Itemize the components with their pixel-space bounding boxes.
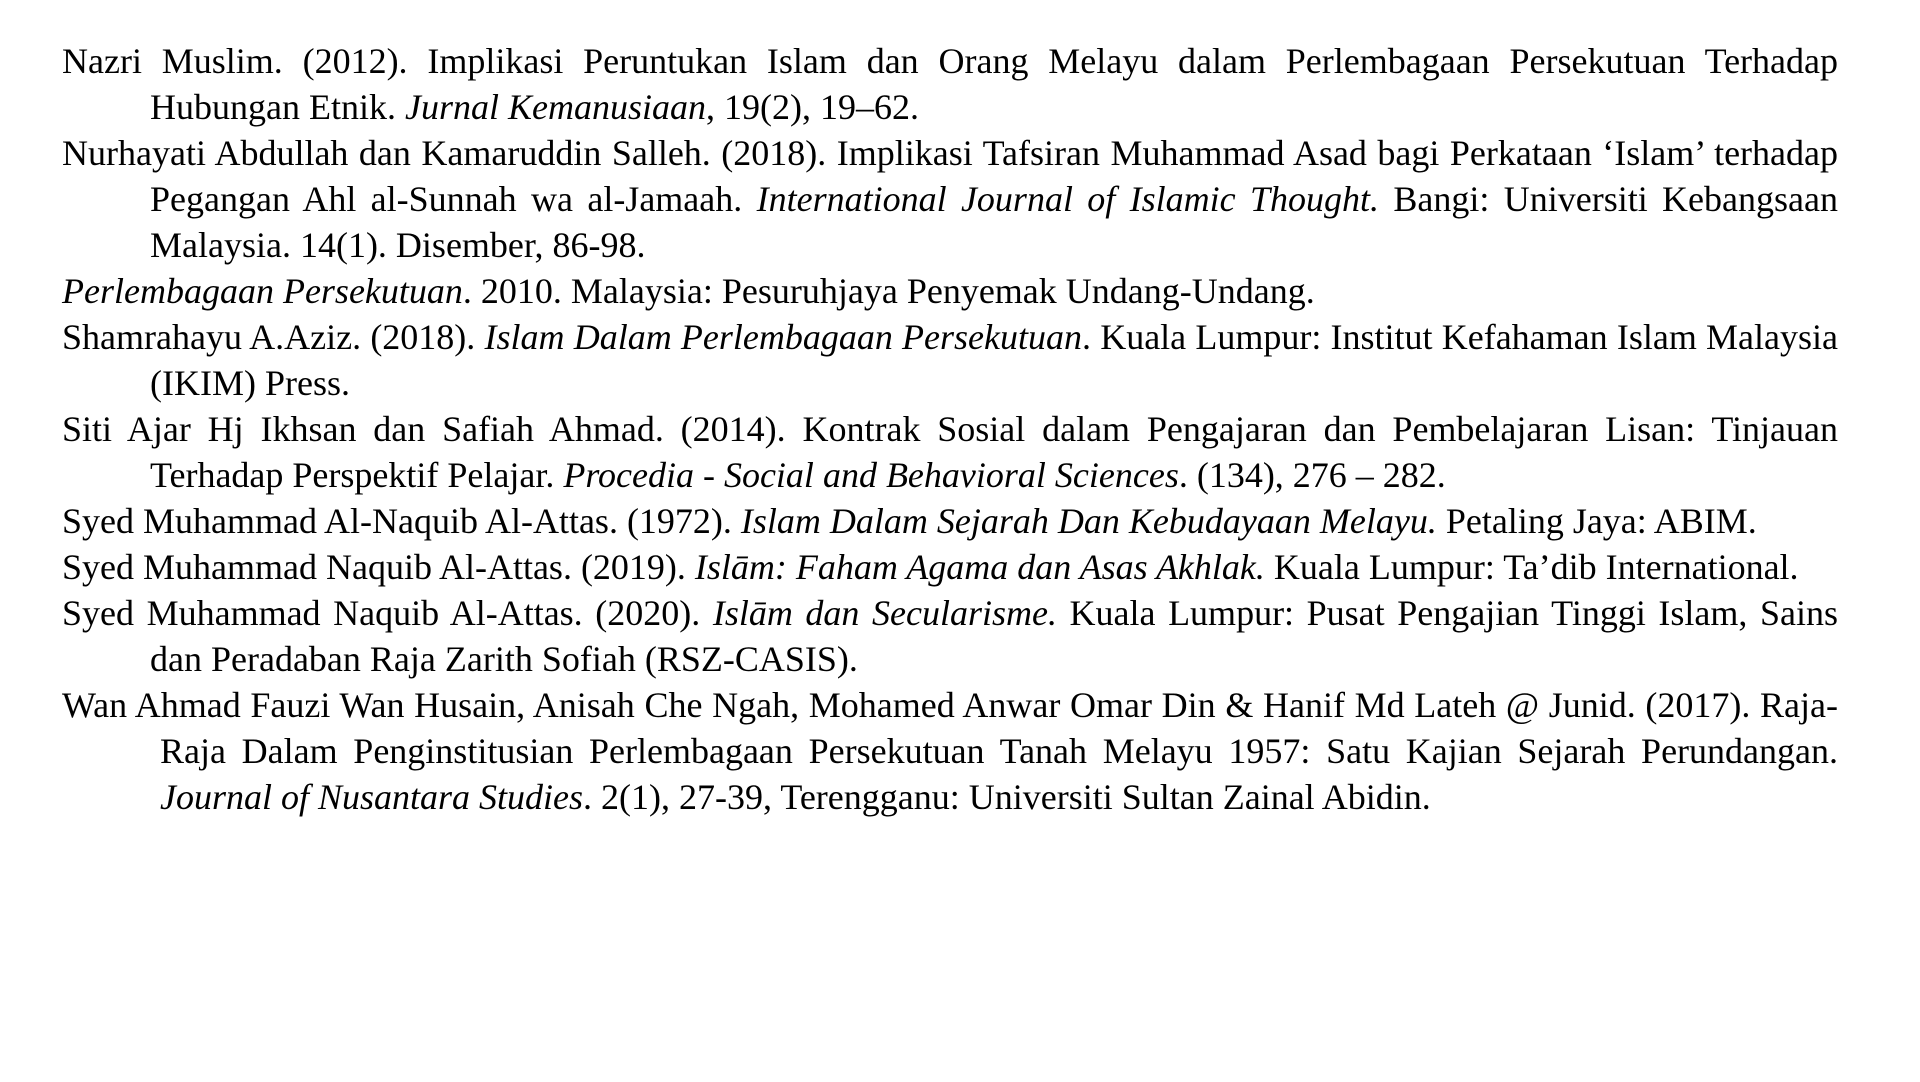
reference-entry	[62, 544, 1838, 590]
reference-details: Kuala Lumpur: Ta’dib International.	[1264, 547, 1799, 587]
reference-details: . 2010. Malaysia: Pesuruhjaya Penyemak Undang-Undang.	[462, 271, 1315, 311]
reference-details: Bangi: Universiti Kebangsaan Malaysia. 14(1). Disember, 86-98.	[150, 179, 1838, 265]
reference-text: Shamrahayu A.Aziz. (2018).	[62, 317, 485, 357]
reference-entry	[62, 268, 1838, 314]
reference-entry	[62, 498, 1838, 544]
reference-source-title: Islām dan Secularisme.	[712, 593, 1057, 633]
reference-text: Syed Muhammad Naquib Al-Attas. (2019).	[62, 547, 695, 587]
reference-text: Nurhayati Abdullah dan Kamaruddin Salleh. (2018). Implikasi Tafsiran Muhammad Asad bagi Perkataan ‘Islam’ terhadap Pegangan Ahl al-Sunnah wa al-Jamaah.	[62, 133, 1838, 219]
reference-source-title: Islam Dalam Sejarah Dan Kebudayaan Melayu.	[740, 501, 1437, 541]
reference-details: . (134), 276 – 282.	[1178, 455, 1446, 495]
reference-source-title: Islam Dalam Perlembagaan Persekutuan	[484, 317, 1082, 357]
reference-text: Nazri Muslim. (2012). Implikasi Peruntukan Islam dan Orang Melayu dalam Perlembagaan Persekutuan Terhadap Hubungan Etnik.	[62, 41, 1838, 127]
reference-entry	[62, 682, 1838, 820]
reference-source-title: Perlembagaan Persekutuan	[62, 271, 463, 311]
reference-source-title: Jurnal Kemanusiaan	[404, 87, 706, 127]
reference-details: Kuala Lumpur: Pusat Pengajian Tinggi Islam, Sains dan Peradaban Raja Zarith Sofiah (RSZ-CASIS).	[150, 593, 1838, 679]
reference-entry	[62, 314, 1838, 406]
reference-text: Syed Muhammad Al-Naquib Al-Attas. (1972).	[62, 501, 741, 541]
reference-details: Petaling Jaya: ABIM.	[1436, 501, 1757, 541]
reference-source-title: Procedia - Social and Behavioral Sciences	[563, 455, 1179, 495]
reference-entry	[62, 130, 1838, 268]
reference-text: Syed Muhammad Naquib Al-Attas. (2020).	[62, 593, 713, 633]
reference-entry	[62, 590, 1838, 682]
reference-details: . 2(1), 27-39, Terengganu: Universiti Sultan Zainal Abidin.	[583, 777, 1431, 817]
reference-details: , 19(2), 19–62.	[705, 87, 919, 127]
reference-source-title: Islām: Faham Agama dan Asas Akhlak.	[694, 547, 1265, 587]
reference-text: Siti Ajar Hj Ikhsan dan Safiah Ahmad. (2014). Kontrak Sosial dalam Pengajaran dan Pembelajaran Lisan: Tinjauan Terhadap Perspektif Pelajar.	[62, 409, 1838, 495]
reference-entry	[62, 38, 1838, 130]
reference-list	[62, 38, 1838, 820]
reference-source-title: Journal of Nusantara Studies	[160, 777, 584, 817]
reference-details: . Kuala Lumpur: Institut Kefahaman Islam Malaysia (IKIM) Press.	[150, 317, 1838, 403]
reference-entry	[62, 406, 1838, 498]
reference-source-title: International Journal of Islamic Thought.	[756, 179, 1380, 219]
reference-text: Wan Ahmad Fauzi Wan Husain, Anisah Che Ngah, Mohamed Anwar Omar Din & Hanif Md Lateh @ Junid. (2017). Raja-Raja Dalam Penginstitusian Perlembagaan Persekutuan Tanah Melayu 1957: Satu Kajian Sejarah Perundangan.	[62, 685, 1838, 771]
